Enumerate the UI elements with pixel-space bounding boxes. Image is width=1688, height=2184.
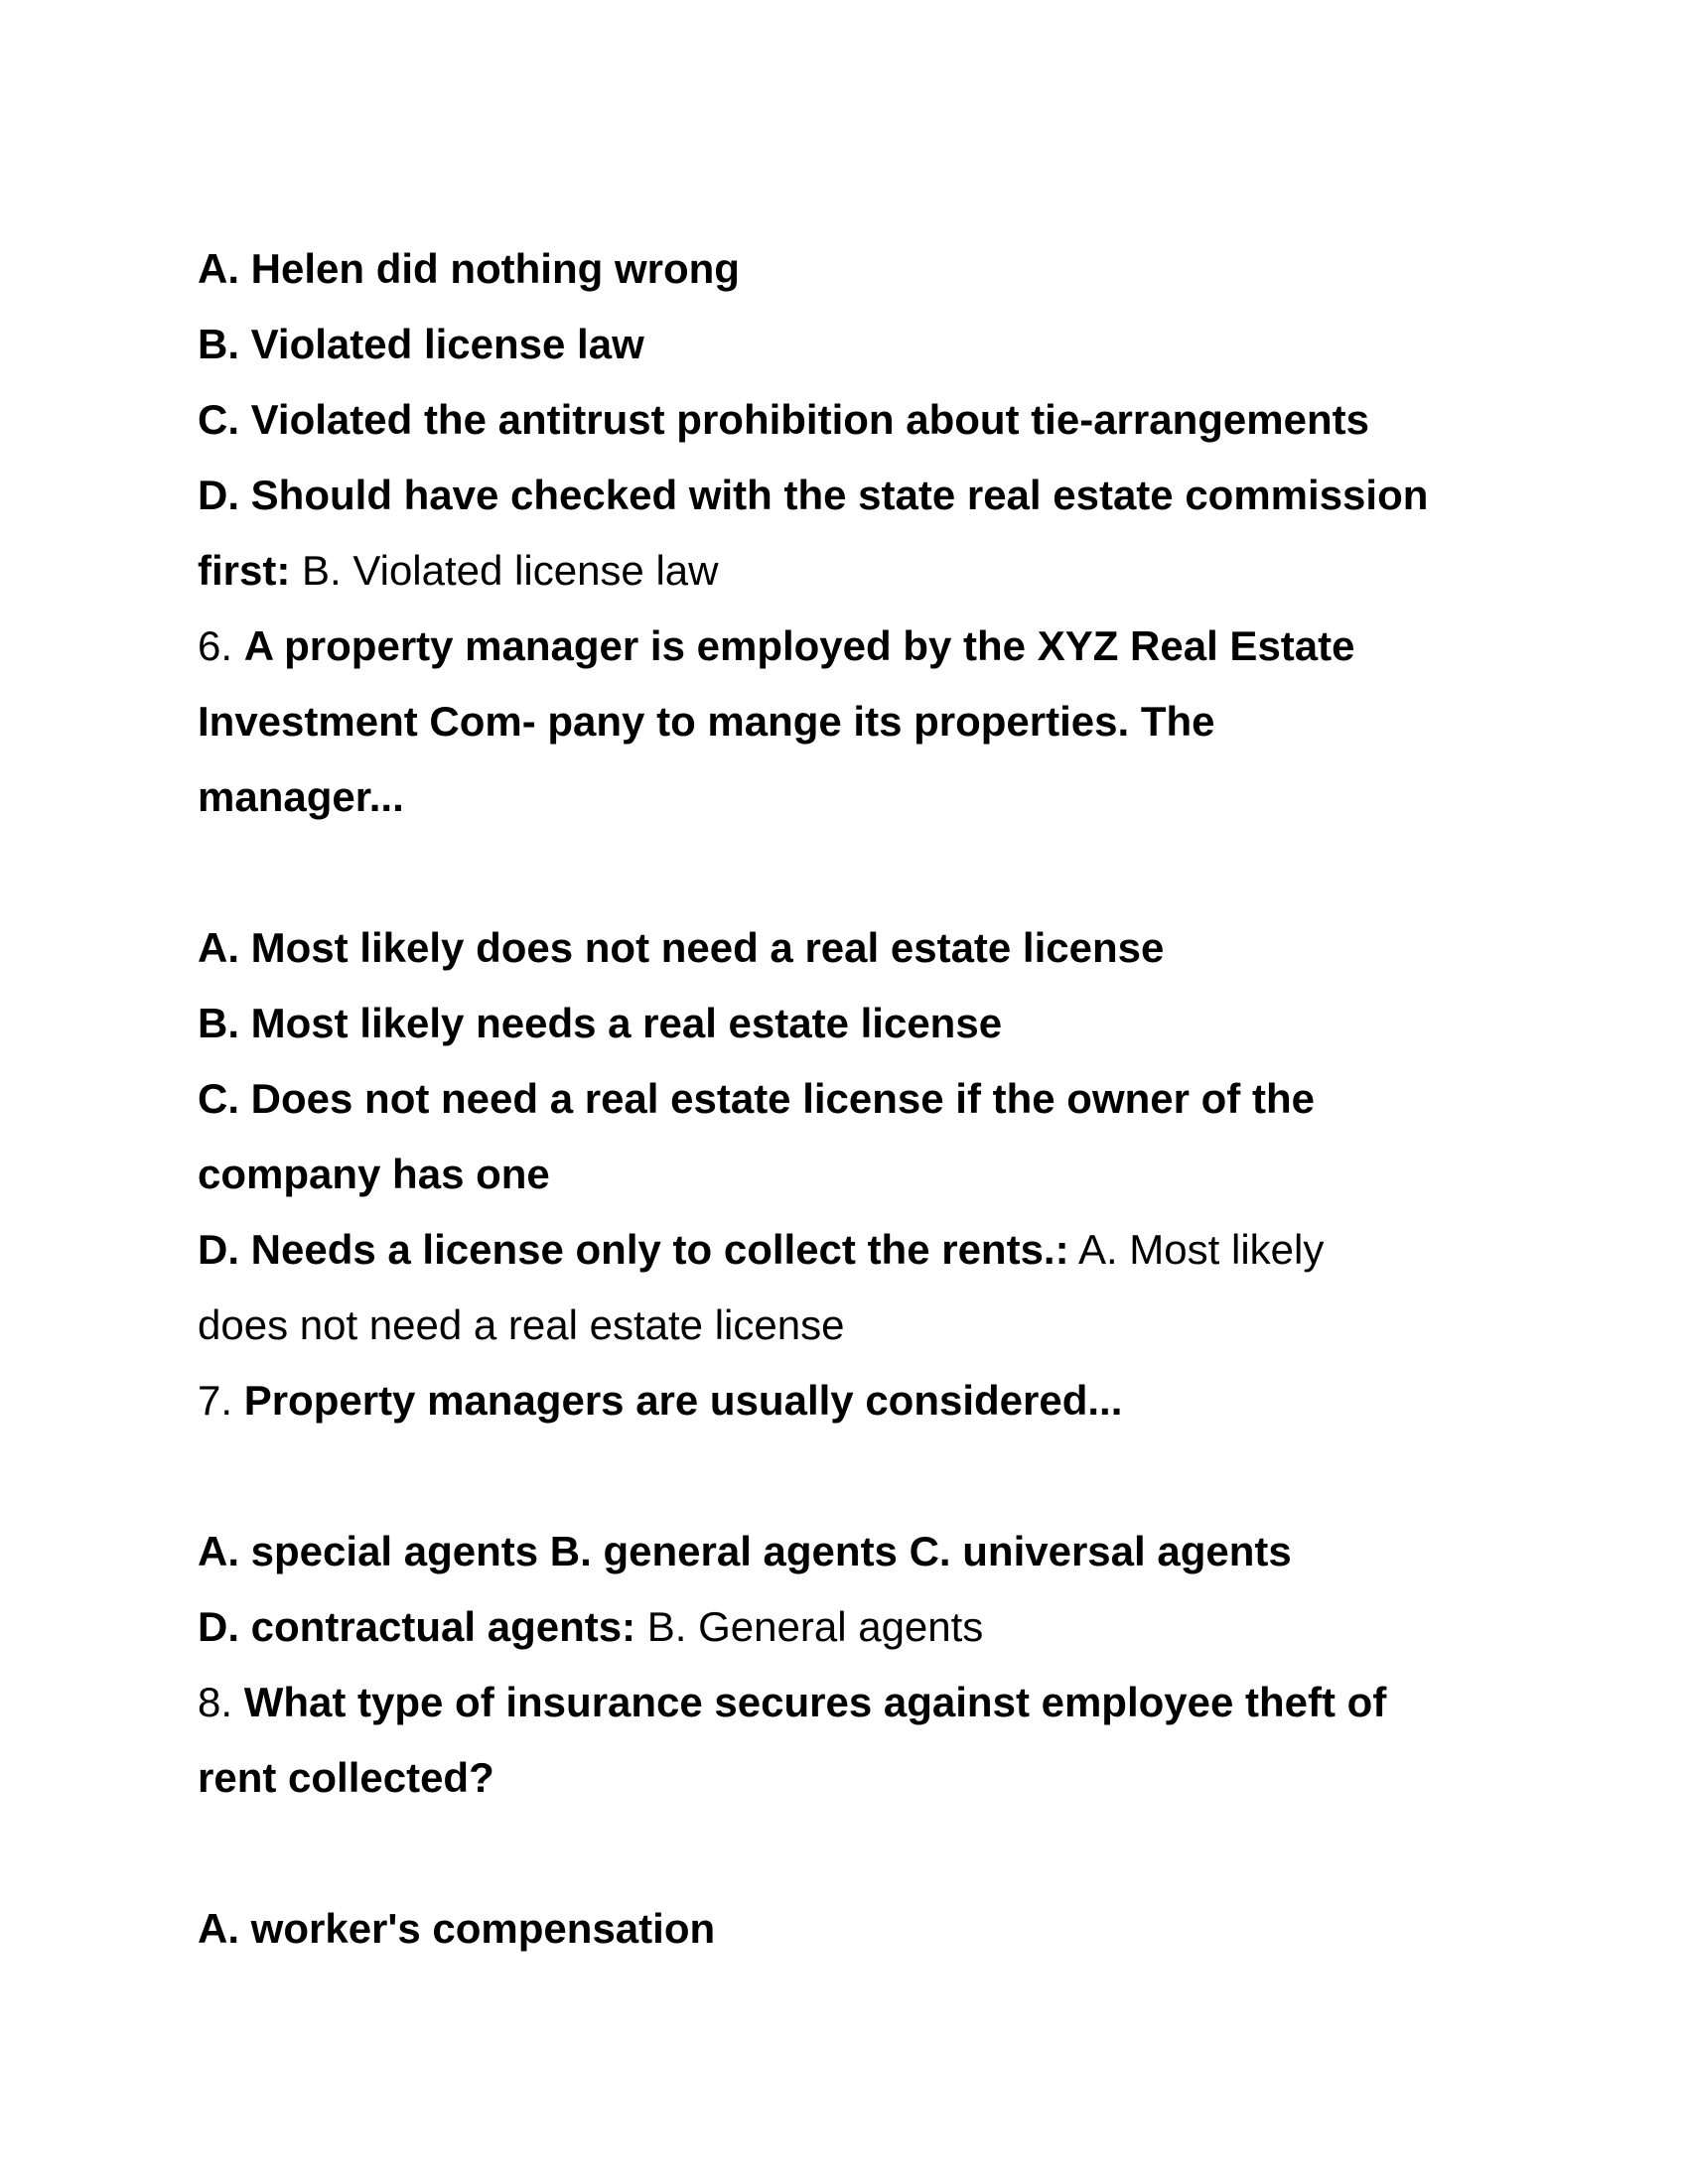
q5-option-a: A. Helen did nothing wrong (198, 245, 740, 292)
q6-question-line-2: Investment Com- pany to mange its properties. The (198, 698, 1215, 745)
q6-question-line-3: manager... (198, 773, 404, 820)
q8-question-line-2: rent collected? (198, 1754, 494, 1801)
q5-answer-line: first: B. Violated license law (198, 547, 719, 594)
q7-number: 7. (198, 1377, 233, 1424)
q5-answer: B. Violated license law (302, 547, 719, 594)
q6-option-c-cont: company has one (198, 1151, 550, 1197)
q7-options-line-1: A. special agents B. general agents C. universal agents (198, 1528, 1292, 1574)
q7-options-line-2: D. contractual agents: B. General agents (198, 1603, 984, 1650)
q5-option-d: D. Should have checked with the state real estate commission (198, 472, 1429, 518)
q6-option-b: B. Most likely needs a real estate license (198, 1000, 1003, 1046)
document-page (198, 231, 1538, 1967)
q8-option-a: A. worker's compensation (198, 1905, 716, 1952)
q6-option-c: C. Does not need a real estate license if the owner of the (198, 1075, 1315, 1122)
q7-answer: B. General agents (646, 1603, 984, 1650)
q6-answer-cont: does not need a real estate license (198, 1301, 845, 1348)
q8-number: 8. (198, 1679, 233, 1725)
q6-option-d: D. Needs a license only to collect the rents.: A. Most likely (198, 1226, 1325, 1273)
q5-option-b: B. Violated license law (198, 321, 644, 367)
q7-question: 7. Property managers are usually considered... (198, 1377, 1123, 1424)
q6-number: 6. (198, 622, 233, 669)
q6-answer: A. Most likely (1077, 1226, 1325, 1273)
q6-question-line-1: 6. A property manager is employed by the XYZ Real Estate (198, 622, 1355, 669)
q5-option-c: C. Violated the antitrust prohibition about tie-arrangements (198, 396, 1369, 443)
q8-question-line-1: 8. What type of insurance secures against employee theft of (198, 1679, 1387, 1725)
q6-option-a: A. Most likely does not need a real estate license (198, 924, 1165, 971)
